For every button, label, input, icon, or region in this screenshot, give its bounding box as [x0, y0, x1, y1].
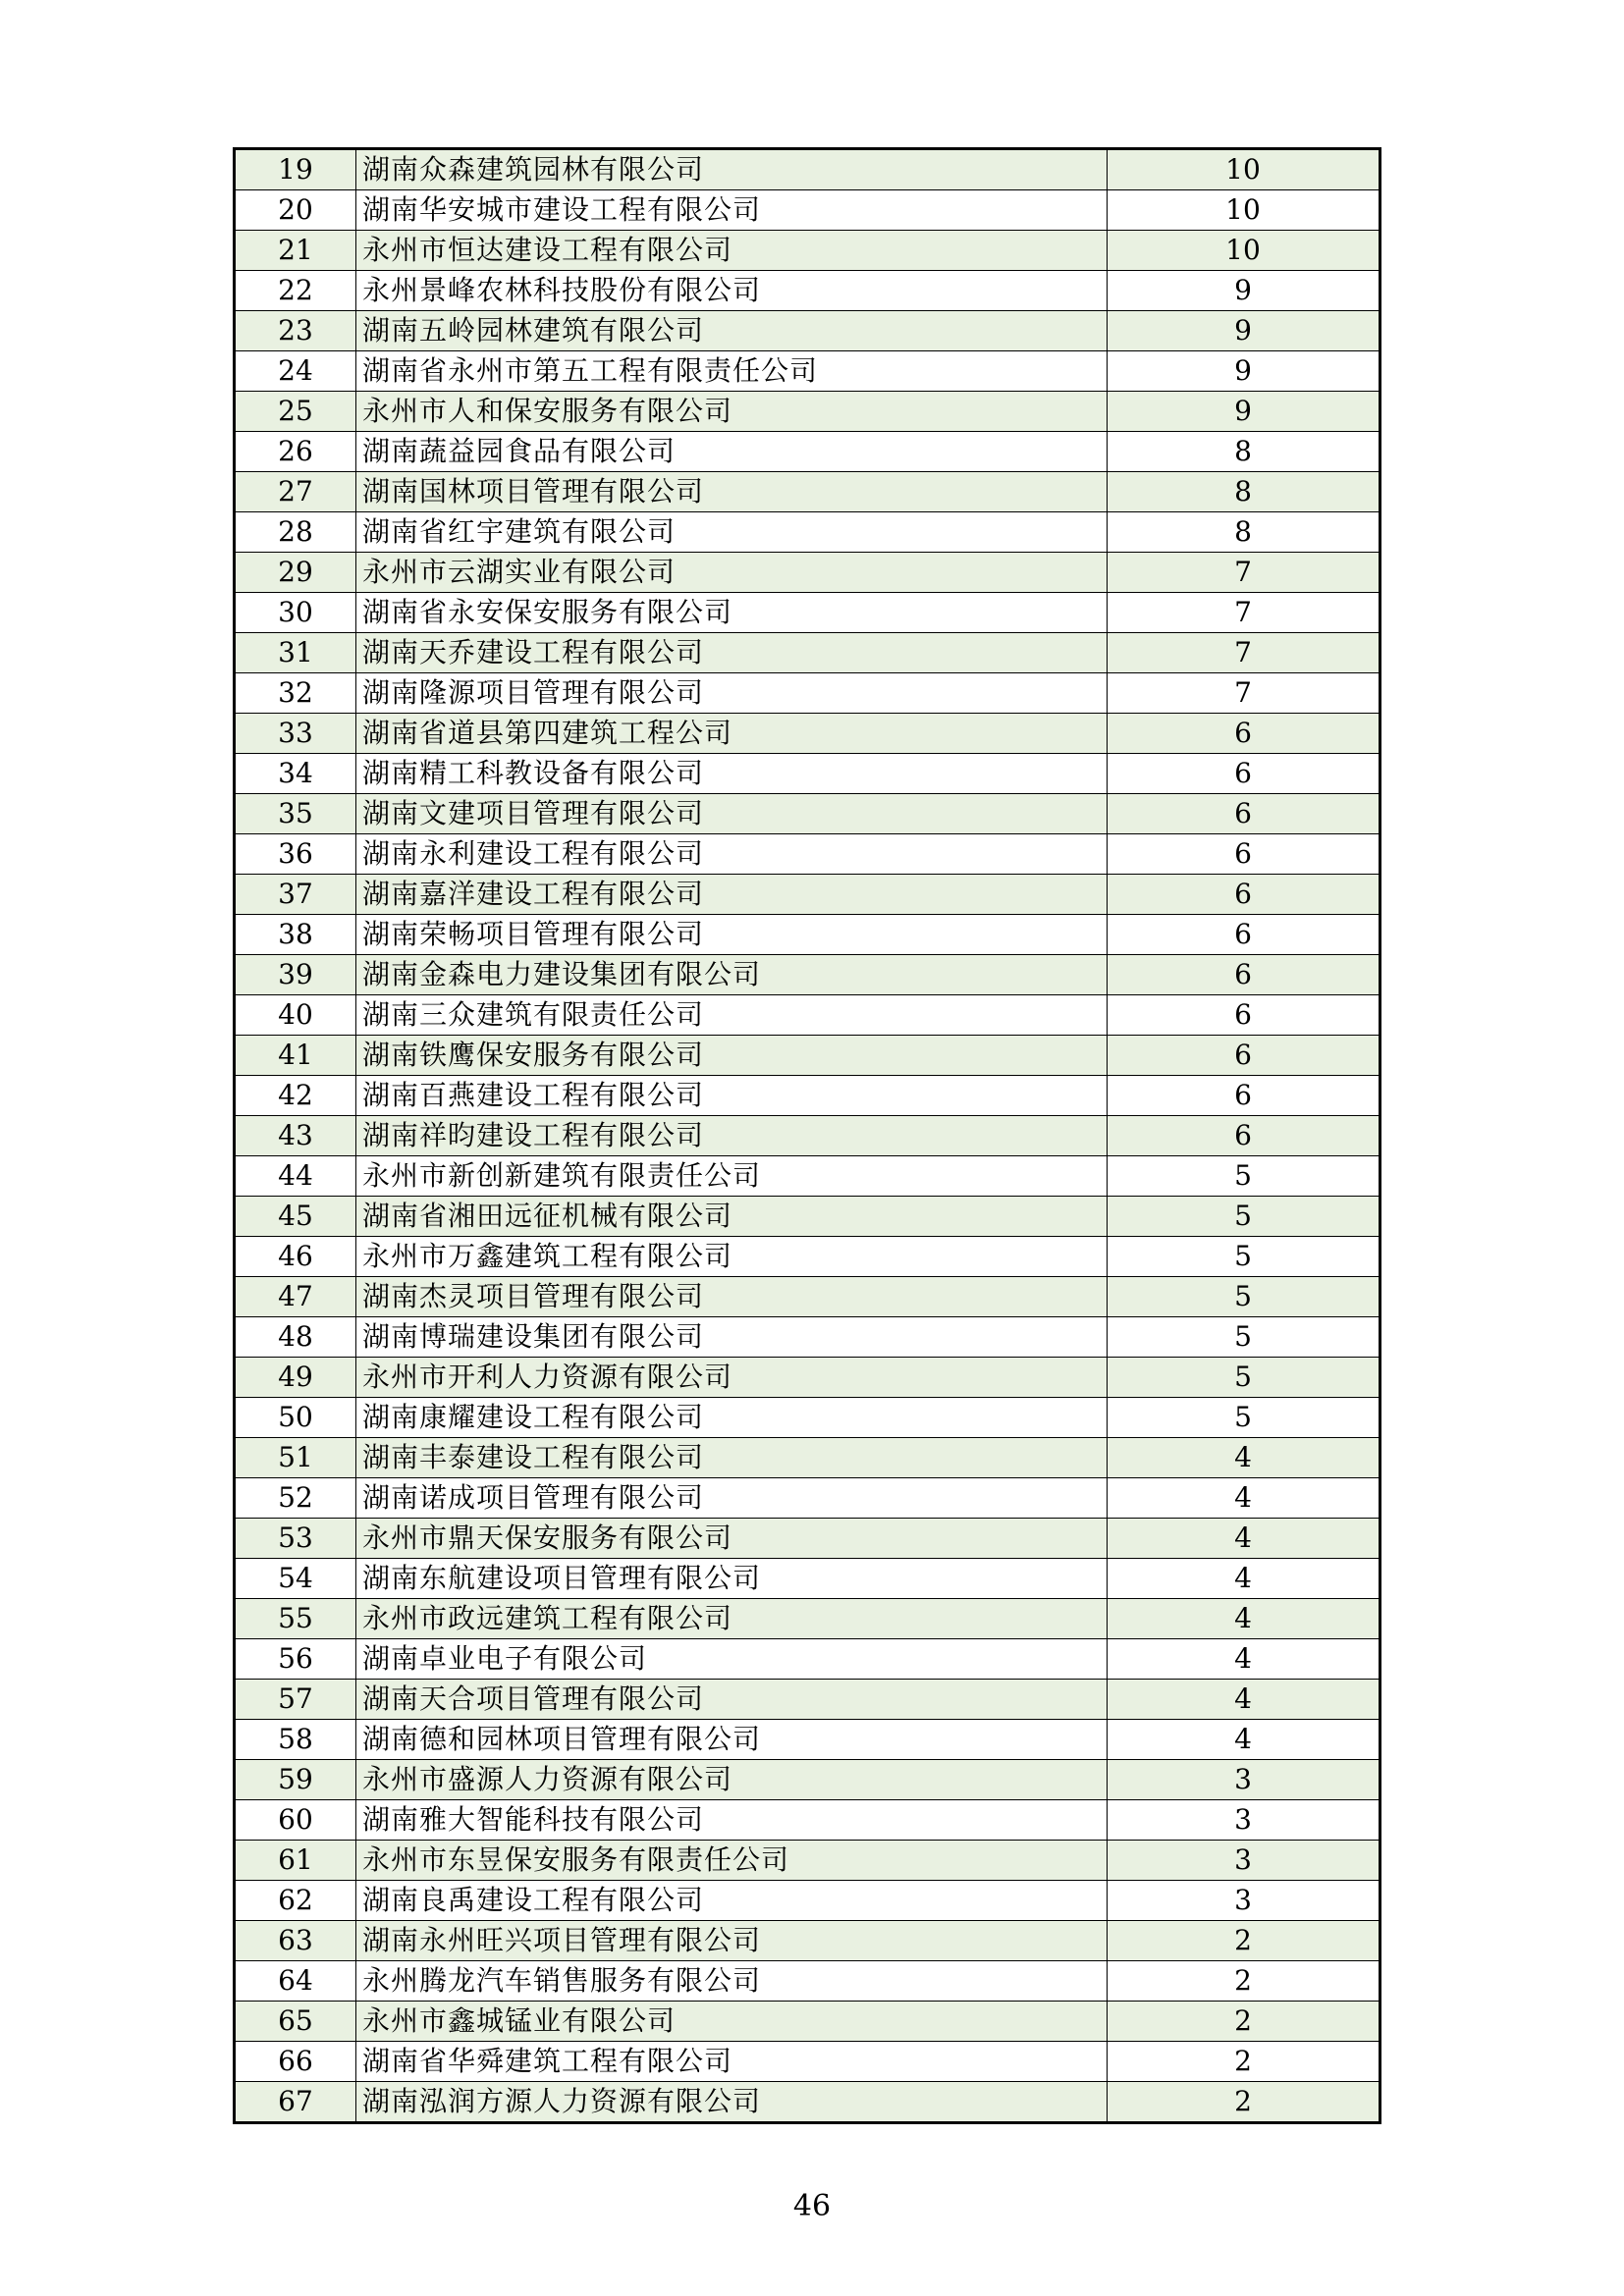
table-row: [235, 1921, 1380, 1961]
table-row: [235, 875, 1380, 915]
count-cell: 6: [1108, 714, 1380, 754]
row-number-cell: 33: [235, 714, 356, 754]
count-cell: 6: [1108, 1076, 1380, 1116]
table-row: [235, 1800, 1380, 1841]
table-row: [235, 472, 1380, 512]
company-name-cell: 永州市盛源人力资源有限公司: [356, 1760, 1108, 1800]
company-name-cell: 湖南五岭园林建筑有限公司: [356, 311, 1108, 351]
count-cell: 9: [1108, 351, 1380, 392]
count-cell: 10: [1108, 190, 1380, 231]
count-cell: 10: [1108, 149, 1380, 190]
company-table: [233, 147, 1381, 2124]
row-number-cell: 63: [235, 1921, 356, 1961]
row-number-cell: 26: [235, 432, 356, 472]
count-cell: 3: [1108, 1760, 1380, 1800]
count-cell: 9: [1108, 392, 1380, 432]
count-cell: 6: [1108, 875, 1380, 915]
table-row: [235, 1841, 1380, 1881]
row-number-cell: 44: [235, 1156, 356, 1197]
table-row: [235, 1639, 1380, 1680]
table-row: [235, 1478, 1380, 1519]
company-name-cell: 湖南丰泰建设工程有限公司: [356, 1438, 1108, 1478]
table-row: [235, 955, 1380, 995]
row-number-cell: 29: [235, 553, 356, 593]
company-name-cell: 湖南康耀建设工程有限公司: [356, 1398, 1108, 1438]
row-number-cell: 38: [235, 915, 356, 955]
count-cell: 4: [1108, 1559, 1380, 1599]
company-name-cell: 湖南永利建设工程有限公司: [356, 834, 1108, 875]
company-name-cell: 湖南博瑞建设集团有限公司: [356, 1317, 1108, 1358]
table-row: [235, 995, 1380, 1036]
count-cell: 8: [1108, 432, 1380, 472]
row-number-cell: 46: [235, 1237, 356, 1277]
row-number-cell: 57: [235, 1680, 356, 1720]
count-cell: 5: [1108, 1277, 1380, 1317]
count-cell: 4: [1108, 1639, 1380, 1680]
company-name-cell: 湖南省永州市第五工程有限责任公司: [356, 351, 1108, 392]
table-row: [235, 1519, 1380, 1559]
count-cell: 6: [1108, 834, 1380, 875]
count-cell: 7: [1108, 633, 1380, 673]
count-cell: 9: [1108, 311, 1380, 351]
company-name-cell: 永州市万鑫建筑工程有限公司: [356, 1237, 1108, 1277]
count-cell: 9: [1108, 271, 1380, 311]
row-number-cell: 47: [235, 1277, 356, 1317]
row-number-cell: 21: [235, 231, 356, 271]
company-name-cell: 永州市云湖实业有限公司: [356, 553, 1108, 593]
table-row: [235, 1237, 1380, 1277]
table-row: [235, 1116, 1380, 1156]
count-cell: 6: [1108, 915, 1380, 955]
row-number-cell: 51: [235, 1438, 356, 1478]
table-row: [235, 2002, 1380, 2042]
row-number-cell: 54: [235, 1559, 356, 1599]
row-number-cell: 43: [235, 1116, 356, 1156]
company-name-cell: 湖南良禹建设工程有限公司: [356, 1881, 1108, 1921]
count-cell: 4: [1108, 1680, 1380, 1720]
table-row: [235, 351, 1380, 392]
count-cell: 6: [1108, 1036, 1380, 1076]
table-row: [235, 392, 1380, 432]
row-number-cell: 67: [235, 2082, 356, 2123]
table-row: [235, 714, 1380, 754]
company-name-cell: 永州市恒达建设工程有限公司: [356, 231, 1108, 271]
table-row: [235, 512, 1380, 553]
table-row: [235, 1599, 1380, 1639]
company-name-cell: 湖南众森建筑园林有限公司: [356, 149, 1108, 190]
company-name-cell: 湖南隆源项目管理有限公司: [356, 673, 1108, 714]
count-cell: 7: [1108, 673, 1380, 714]
company-name-cell: 湖南文建项目管理有限公司: [356, 794, 1108, 834]
count-cell: 3: [1108, 1881, 1380, 1921]
table-row: [235, 1720, 1380, 1760]
row-number-cell: 49: [235, 1358, 356, 1398]
company-name-cell: 湖南雅大智能科技有限公司: [356, 1800, 1108, 1841]
company-name-cell: 湖南德和园林项目管理有限公司: [356, 1720, 1108, 1760]
count-cell: 8: [1108, 512, 1380, 553]
row-number-cell: 25: [235, 392, 356, 432]
count-cell: 2: [1108, 1961, 1380, 2002]
company-name-cell: 湖南精工科教设备有限公司: [356, 754, 1108, 794]
table-row: [235, 190, 1380, 231]
row-number-cell: 24: [235, 351, 356, 392]
row-number-cell: 50: [235, 1398, 356, 1438]
row-number-cell: 52: [235, 1478, 356, 1519]
table-row: [235, 1197, 1380, 1237]
company-name-cell: 永州市开利人力资源有限公司: [356, 1358, 1108, 1398]
company-name-cell: 湖南天乔建设工程有限公司: [356, 633, 1108, 673]
row-number-cell: 36: [235, 834, 356, 875]
count-cell: 2: [1108, 2042, 1380, 2082]
count-cell: 4: [1108, 1720, 1380, 1760]
count-cell: 6: [1108, 995, 1380, 1036]
company-name-cell: 湖南百燕建设工程有限公司: [356, 1076, 1108, 1116]
table-row: [235, 673, 1380, 714]
count-cell: 5: [1108, 1156, 1380, 1197]
table-row: [235, 1277, 1380, 1317]
count-cell: 4: [1108, 1478, 1380, 1519]
row-number-cell: 31: [235, 633, 356, 673]
table-row: [235, 2042, 1380, 2082]
count-cell: 5: [1108, 1358, 1380, 1398]
count-cell: 3: [1108, 1841, 1380, 1881]
count-cell: 4: [1108, 1599, 1380, 1639]
page-number: 46: [792, 2189, 832, 2223]
table-row: [235, 1156, 1380, 1197]
row-number-cell: 32: [235, 673, 356, 714]
table-row: [235, 633, 1380, 673]
row-number-cell: 39: [235, 955, 356, 995]
company-name-cell: 湖南省道县第四建筑工程公司: [356, 714, 1108, 754]
row-number-cell: 35: [235, 794, 356, 834]
row-number-cell: 66: [235, 2042, 356, 2082]
count-cell: 5: [1108, 1197, 1380, 1237]
table-row: [235, 1358, 1380, 1398]
count-cell: 8: [1108, 472, 1380, 512]
company-name-cell: 湖南诺成项目管理有限公司: [356, 1478, 1108, 1519]
company-name-cell: 湖南省红宇建筑有限公司: [356, 512, 1108, 553]
count-cell: 2: [1108, 2002, 1380, 2042]
count-cell: 7: [1108, 553, 1380, 593]
row-number-cell: 30: [235, 593, 356, 633]
table-row: [235, 1881, 1380, 1921]
company-name-cell: 湖南东航建设项目管理有限公司: [356, 1559, 1108, 1599]
row-number-cell: 65: [235, 2002, 356, 2042]
table-row: [235, 593, 1380, 633]
table-row: [235, 2082, 1380, 2123]
row-number-cell: 56: [235, 1639, 356, 1680]
table-row: [235, 149, 1380, 190]
row-number-cell: 37: [235, 875, 356, 915]
company-name-cell: 湖南卓业电子有限公司: [356, 1639, 1108, 1680]
row-number-cell: 55: [235, 1599, 356, 1639]
table-row: [235, 231, 1380, 271]
company-name-cell: 永州市新创新建筑有限责任公司: [356, 1156, 1108, 1197]
count-cell: 4: [1108, 1438, 1380, 1478]
table-row: [235, 1438, 1380, 1478]
company-table-body: [235, 149, 1380, 2123]
company-name-cell: 湖南华安城市建设工程有限公司: [356, 190, 1108, 231]
row-number-cell: 20: [235, 190, 356, 231]
row-number-cell: 22: [235, 271, 356, 311]
table-row: [235, 1036, 1380, 1076]
row-number-cell: 41: [235, 1036, 356, 1076]
row-number-cell: 53: [235, 1519, 356, 1559]
table-row: [235, 754, 1380, 794]
row-number-cell: 23: [235, 311, 356, 351]
row-number-cell: 62: [235, 1881, 356, 1921]
table-row: [235, 834, 1380, 875]
count-cell: 5: [1108, 1317, 1380, 1358]
table-row: [235, 271, 1380, 311]
company-name-cell: 永州市东昱保安服务有限责任公司: [356, 1841, 1108, 1881]
table-row: [235, 1760, 1380, 1800]
table-row: [235, 311, 1380, 351]
company-name-cell: 永州市政远建筑工程有限公司: [356, 1599, 1108, 1639]
table-row: [235, 1680, 1380, 1720]
table-row: [235, 1317, 1380, 1358]
count-cell: 5: [1108, 1237, 1380, 1277]
row-number-cell: 60: [235, 1800, 356, 1841]
count-cell: 6: [1108, 794, 1380, 834]
table-row: [235, 432, 1380, 472]
count-cell: 6: [1108, 754, 1380, 794]
company-name-cell: 湖南国林项目管理有限公司: [356, 472, 1108, 512]
company-name-cell: 永州市鼎天保安服务有限公司: [356, 1519, 1108, 1559]
count-cell: 10: [1108, 231, 1380, 271]
company-name-cell: 湖南荣畅项目管理有限公司: [356, 915, 1108, 955]
table-row: [235, 553, 1380, 593]
count-cell: 6: [1108, 1116, 1380, 1156]
company-name-cell: 湖南祥昀建设工程有限公司: [356, 1116, 1108, 1156]
table-row: [235, 1398, 1380, 1438]
row-number-cell: 19: [235, 149, 356, 190]
count-cell: 4: [1108, 1519, 1380, 1559]
row-number-cell: 40: [235, 995, 356, 1036]
company-name-cell: 湖南天合项目管理有限公司: [356, 1680, 1108, 1720]
company-name-cell: 湖南省华舜建筑工程有限公司: [356, 2042, 1108, 2082]
company-name-cell: 永州景峰农林科技股份有限公司: [356, 271, 1108, 311]
company-name-cell: 湖南铁鹰保安服务有限公司: [356, 1036, 1108, 1076]
table-row: [235, 915, 1380, 955]
row-number-cell: 42: [235, 1076, 356, 1116]
table-row: [235, 1559, 1380, 1599]
company-name-cell: 湖南蔬益园食品有限公司: [356, 432, 1108, 472]
company-name-cell: 湖南金森电力建设集团有限公司: [356, 955, 1108, 995]
company-name-cell: 湖南永州旺兴项目管理有限公司: [356, 1921, 1108, 1961]
row-number-cell: 28: [235, 512, 356, 553]
row-number-cell: 64: [235, 1961, 356, 2002]
count-cell: 6: [1108, 955, 1380, 995]
count-cell: 5: [1108, 1398, 1380, 1438]
count-cell: 7: [1108, 593, 1380, 633]
table-row: [235, 1076, 1380, 1116]
company-name-cell: 湖南省湘田远征机械有限公司: [356, 1197, 1108, 1237]
company-name-cell: 永州市鑫城锰业有限公司: [356, 2002, 1108, 2042]
company-name-cell: 湖南杰灵项目管理有限公司: [356, 1277, 1108, 1317]
count-cell: 2: [1108, 2082, 1380, 2123]
company-name-cell: 永州腾龙汽车销售服务有限公司: [356, 1961, 1108, 2002]
row-number-cell: 45: [235, 1197, 356, 1237]
table-row: [235, 794, 1380, 834]
row-number-cell: 59: [235, 1760, 356, 1800]
count-cell: 2: [1108, 1921, 1380, 1961]
company-name-cell: 湖南嘉洋建设工程有限公司: [356, 875, 1108, 915]
row-number-cell: 58: [235, 1720, 356, 1760]
count-cell: 3: [1108, 1800, 1380, 1841]
row-number-cell: 27: [235, 472, 356, 512]
company-name-cell: 湖南泓润方源人力资源有限公司: [356, 2082, 1108, 2123]
row-number-cell: 48: [235, 1317, 356, 1358]
company-name-cell: 永州市人和保安服务有限公司: [356, 392, 1108, 432]
table-row: [235, 1961, 1380, 2002]
company-name-cell: 湖南三众建筑有限责任公司: [356, 995, 1108, 1036]
row-number-cell: 61: [235, 1841, 356, 1881]
company-name-cell: 湖南省永安保安服务有限公司: [356, 593, 1108, 633]
row-number-cell: 34: [235, 754, 356, 794]
